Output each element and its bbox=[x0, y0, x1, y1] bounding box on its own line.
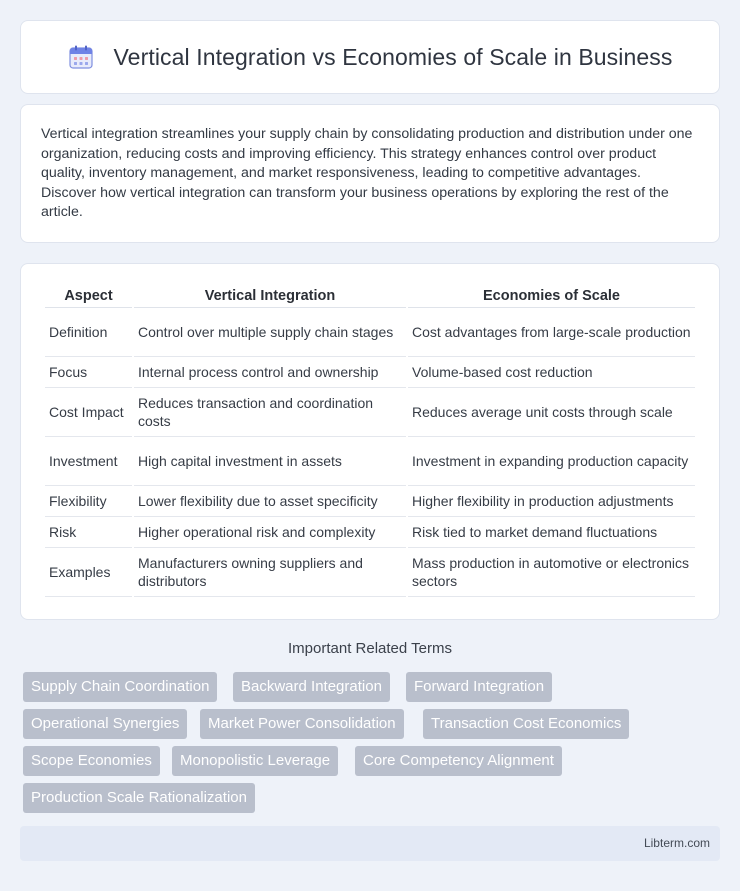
table-row bbox=[45, 308, 695, 357]
table-row bbox=[45, 357, 695, 388]
cell-aspect: Examples bbox=[45, 548, 132, 597]
related-term-tag[interactable]: Backward Integration bbox=[233, 672, 390, 702]
table-row bbox=[45, 486, 695, 517]
intro-card bbox=[20, 104, 720, 243]
title-wrap bbox=[68, 44, 673, 71]
table-row bbox=[45, 437, 695, 486]
header-card bbox=[20, 20, 720, 94]
cell-aspect: Definition bbox=[45, 308, 132, 357]
related-term-tag[interactable]: Forward Integration bbox=[406, 672, 552, 702]
related-term-tag[interactable]: Operational Synergies bbox=[23, 709, 187, 739]
cell-economies-of-scale: Volume-based cost reduction bbox=[408, 357, 695, 388]
cell-economies-of-scale: Higher flexibility in production adjustments bbox=[408, 486, 695, 517]
table-row bbox=[45, 548, 695, 597]
calendar-icon bbox=[68, 44, 94, 70]
cell-aspect: Focus bbox=[45, 357, 132, 388]
cell-vertical-integration: Internal process control and ownership bbox=[134, 357, 406, 388]
cell-economies-of-scale: Risk tied to market demand fluctuations bbox=[408, 517, 695, 548]
related-term-tag[interactable]: Transaction Cost Economics bbox=[423, 709, 629, 739]
footer-site-link[interactable]: Libterm.com bbox=[643, 836, 710, 850]
comparison-table-card bbox=[20, 263, 720, 620]
cell-economies-of-scale: Mass production in automotive or electronics sectors bbox=[408, 548, 695, 597]
table-row bbox=[45, 517, 695, 548]
footer bbox=[20, 826, 720, 861]
cell-vertical-integration: Manufacturers owning suppliers and distributors bbox=[134, 548, 406, 597]
cell-economies-of-scale: Investment in expanding production capacity bbox=[408, 437, 695, 486]
table-header-row bbox=[45, 284, 695, 308]
cell-aspect: Flexibility bbox=[45, 486, 132, 517]
cell-vertical-integration: Lower flexibility due to asset specificity bbox=[134, 486, 406, 517]
cell-vertical-integration: Higher operational risk and complexity bbox=[134, 517, 406, 548]
comparison-table bbox=[43, 284, 697, 597]
cell-aspect: Risk bbox=[45, 517, 132, 548]
cell-aspect: Cost Impact bbox=[45, 388, 132, 437]
cell-aspect: Investment bbox=[45, 437, 132, 486]
cell-vertical-integration: Control over multiple supply chain stages bbox=[134, 308, 406, 357]
related-term-tag[interactable]: Market Power Consolidation bbox=[200, 709, 404, 739]
header-vertical-integration: Vertical Integration bbox=[134, 284, 406, 308]
cell-economies-of-scale: Reduces average unit costs through scale bbox=[408, 388, 695, 437]
intro-paragraph: Vertical integration streamlines your supply chain by consolidating production and distribution under one organization, reducing costs and improving efficiency. This strategy enhances control over product quality, inventory management, and market responsiveness, leading to competitive advantages. Discover how vertical integration can transform your business operations by exploring the rest of the article. bbox=[41, 126, 693, 221]
header-economies-of-scale: Economies of Scale bbox=[408, 284, 695, 308]
cell-vertical-integration: Reduces transaction and coordination costs bbox=[134, 388, 406, 437]
header-aspect: Aspect bbox=[45, 284, 132, 308]
cell-economies-of-scale: Cost advantages from large-scale production bbox=[408, 308, 695, 357]
related-term-tag[interactable]: Supply Chain Coordination bbox=[23, 672, 217, 702]
related-term-tag[interactable]: Scope Economies bbox=[23, 746, 160, 776]
related-term-tag[interactable]: Core Competency Alignment bbox=[355, 746, 562, 776]
related-term-tag[interactable]: Monopolistic Leverage bbox=[172, 746, 338, 776]
table-row bbox=[45, 388, 695, 437]
related-term-tag[interactable]: Production Scale Rationalization bbox=[23, 783, 255, 813]
cell-vertical-integration: High capital investment in assets bbox=[134, 437, 406, 486]
related-terms-title: Important Related Terms bbox=[288, 640, 452, 657]
page-title: Vertical Integration vs Economies of Scale in Business bbox=[113, 43, 673, 70]
